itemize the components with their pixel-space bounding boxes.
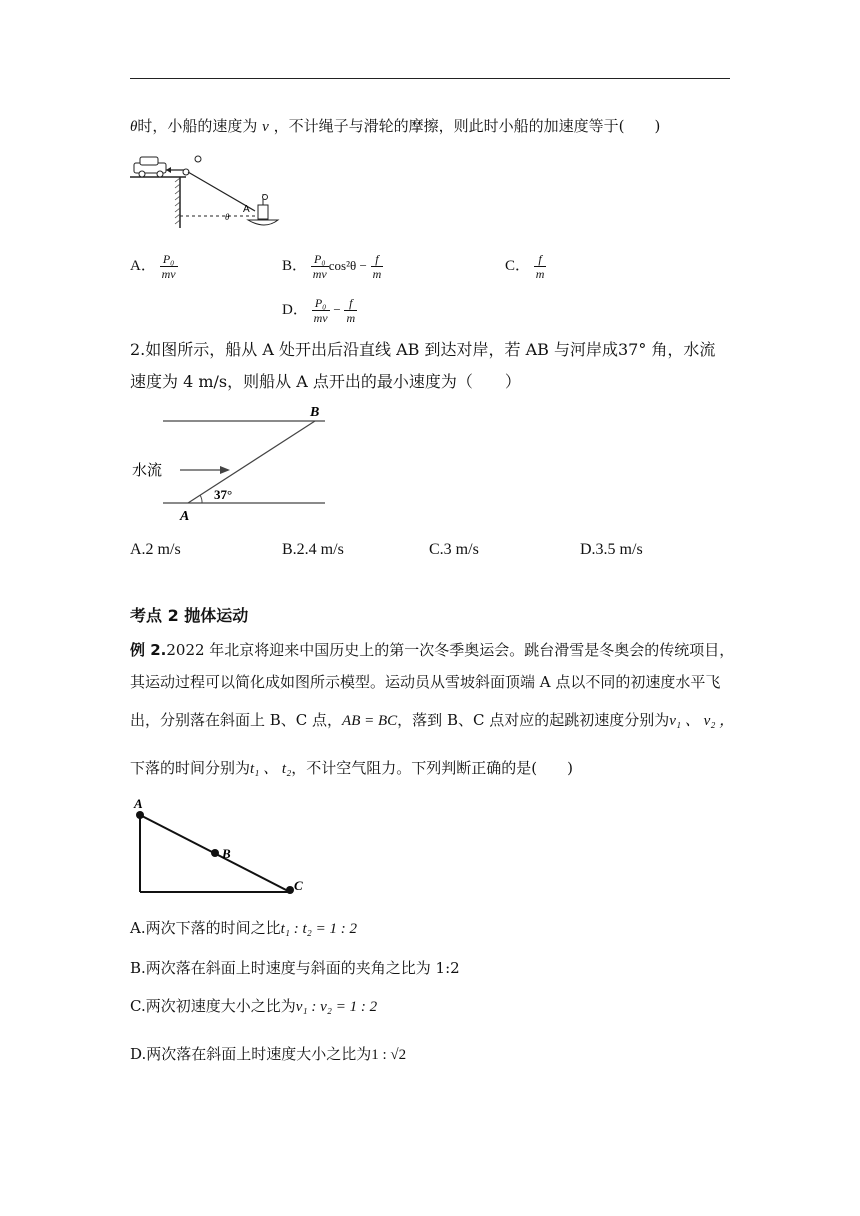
q1-option-C[interactable] [505, 252, 546, 281]
ex2-option-D[interactable] [130, 1044, 406, 1065]
minus-sign: − [333, 301, 341, 317]
cos-term: cos²θ − [328, 257, 367, 273]
fraction [311, 252, 329, 281]
ex2-option-C[interactable] [130, 996, 377, 1017]
frac-num: P₀ [311, 252, 329, 267]
ex2-line1 [130, 640, 734, 660]
q2-stem-line2: 速度为 4 m/s，则船从 A 点开出的最小速度为（ ） [130, 372, 521, 391]
ex2-line3-part1: 出，分别落在斜面上 B、C 点， [130, 711, 343, 729]
ex2-line4-part2: ，不计空气阻力。下列判断正确的是( ) [291, 759, 573, 777]
q2-label-flow: 水流 [132, 461, 163, 479]
q2-figure [130, 400, 330, 525]
frac-num: f [534, 252, 547, 267]
v-symbol: v [262, 119, 269, 135]
section-title: 考点 2 抛体运动 [130, 606, 249, 625]
ex2-figure [128, 794, 308, 898]
ex2-option-A[interactable] [130, 918, 357, 939]
theta-symbol: θ [130, 119, 138, 135]
frac-den: m [346, 311, 356, 325]
q2-option-D[interactable]: D.3.5 m/s [580, 541, 643, 558]
ex2-label-C: C [294, 878, 303, 893]
q1-stem-part1: 时，小船的速度为 [137, 117, 258, 135]
ex2-option-C-text: C.两次初速度大小之比为 [130, 997, 296, 1015]
q1-option-A-label: A． [130, 257, 156, 274]
q2-label-B: B [310, 405, 320, 420]
q2-label-A: A [180, 509, 190, 524]
ex2-ab-eq-bc: AB = BC [342, 713, 398, 729]
q1-option-C-label: C． [505, 257, 531, 274]
q1-option-B-label: B． [282, 257, 308, 274]
q2-option-C[interactable]: C.3 m/s [429, 541, 479, 558]
q2-option-A[interactable]: A.2 m/s [130, 541, 181, 558]
q2-stem-line1: 2.如图所示，船从 A 处开出后沿直线 AB 到达对岸，若 AB 与河岸成37° 角，水流 [130, 340, 716, 359]
fraction [344, 296, 357, 325]
ex2-line2: 其运动过程可以简化成如图所示模型。运动员从雪坡斜面顶端 A 点以不同的初速度水平飞 [130, 673, 721, 691]
frac-num: f [371, 252, 384, 267]
ex2-option-C-eq: v₁ : v₂ = 1 : 2 [295, 999, 378, 1015]
ex2-option-A-text: A.两次下落的时间之比 [130, 919, 281, 937]
frac-num: P₀ [160, 252, 178, 267]
ex2-line3 [130, 710, 734, 731]
q1-option-A[interactable] [130, 252, 178, 281]
ex2-label-A: A [134, 796, 143, 811]
frac-num: f [344, 296, 357, 311]
q1-stem-part2: ，不计绳子与滑轮的摩擦，则此时小船的加速度等于 [273, 117, 619, 135]
q2-label-angle: 37° [214, 487, 233, 502]
frac-den: m [372, 267, 382, 281]
frac-num: P₀ [312, 296, 330, 311]
frac-den: m [535, 267, 545, 281]
fraction [371, 252, 384, 281]
ex2-line3-part2: ，落到 B、C 点对应的起跳初速度分别为 [397, 711, 670, 729]
q1-option-D-label: D． [282, 301, 308, 318]
frac-den: mv [161, 267, 176, 281]
frac-den: mv [312, 267, 327, 281]
ex2-option-D-text: D.两次落在斜面上时速度大小之比为 [130, 1045, 372, 1063]
frac-den: mv [313, 311, 328, 325]
ex2-lead: 例 2. [130, 641, 167, 659]
ex2-label-B: B [222, 846, 231, 861]
ex2-velocity-symbols: v₁ 、 v₂ ， [669, 713, 735, 729]
q1-option-B[interactable] [282, 252, 383, 281]
q1-label-theta: θ [225, 212, 230, 222]
car-icon [134, 157, 166, 177]
q2-option-B[interactable]: B.2.4 m/s [282, 541, 344, 558]
q1-figure [130, 150, 290, 232]
ex2-option-A-eq: t₁ : t₂ = 1 : 2 [280, 921, 357, 937]
q1-option-D[interactable] [282, 296, 357, 325]
header-rule [130, 78, 730, 79]
ex2-line1-text: 2022 年北京将迎来中国历史上的第一次冬季奥运会。跳台滑雪是冬奥会的传统项目， [166, 641, 735, 659]
q1-stem [130, 116, 660, 137]
fraction [534, 252, 547, 281]
q1-answer-paren: ( ) [618, 117, 661, 135]
q1-label-A: A [243, 204, 250, 215]
fraction [160, 252, 178, 281]
ex2-option-B[interactable]: B.两次落在斜面上时速度与斜面的夹角之比为 1:2 [130, 959, 460, 977]
ex2-line4-part1: 下落的时间分别为 [130, 759, 251, 777]
fraction [312, 296, 330, 325]
ex2-time-symbols: t₁ 、 t₂ [250, 761, 292, 777]
ex2-line4 [130, 758, 573, 779]
ex2-option-D-eq: 1 : √2 [371, 1047, 407, 1063]
